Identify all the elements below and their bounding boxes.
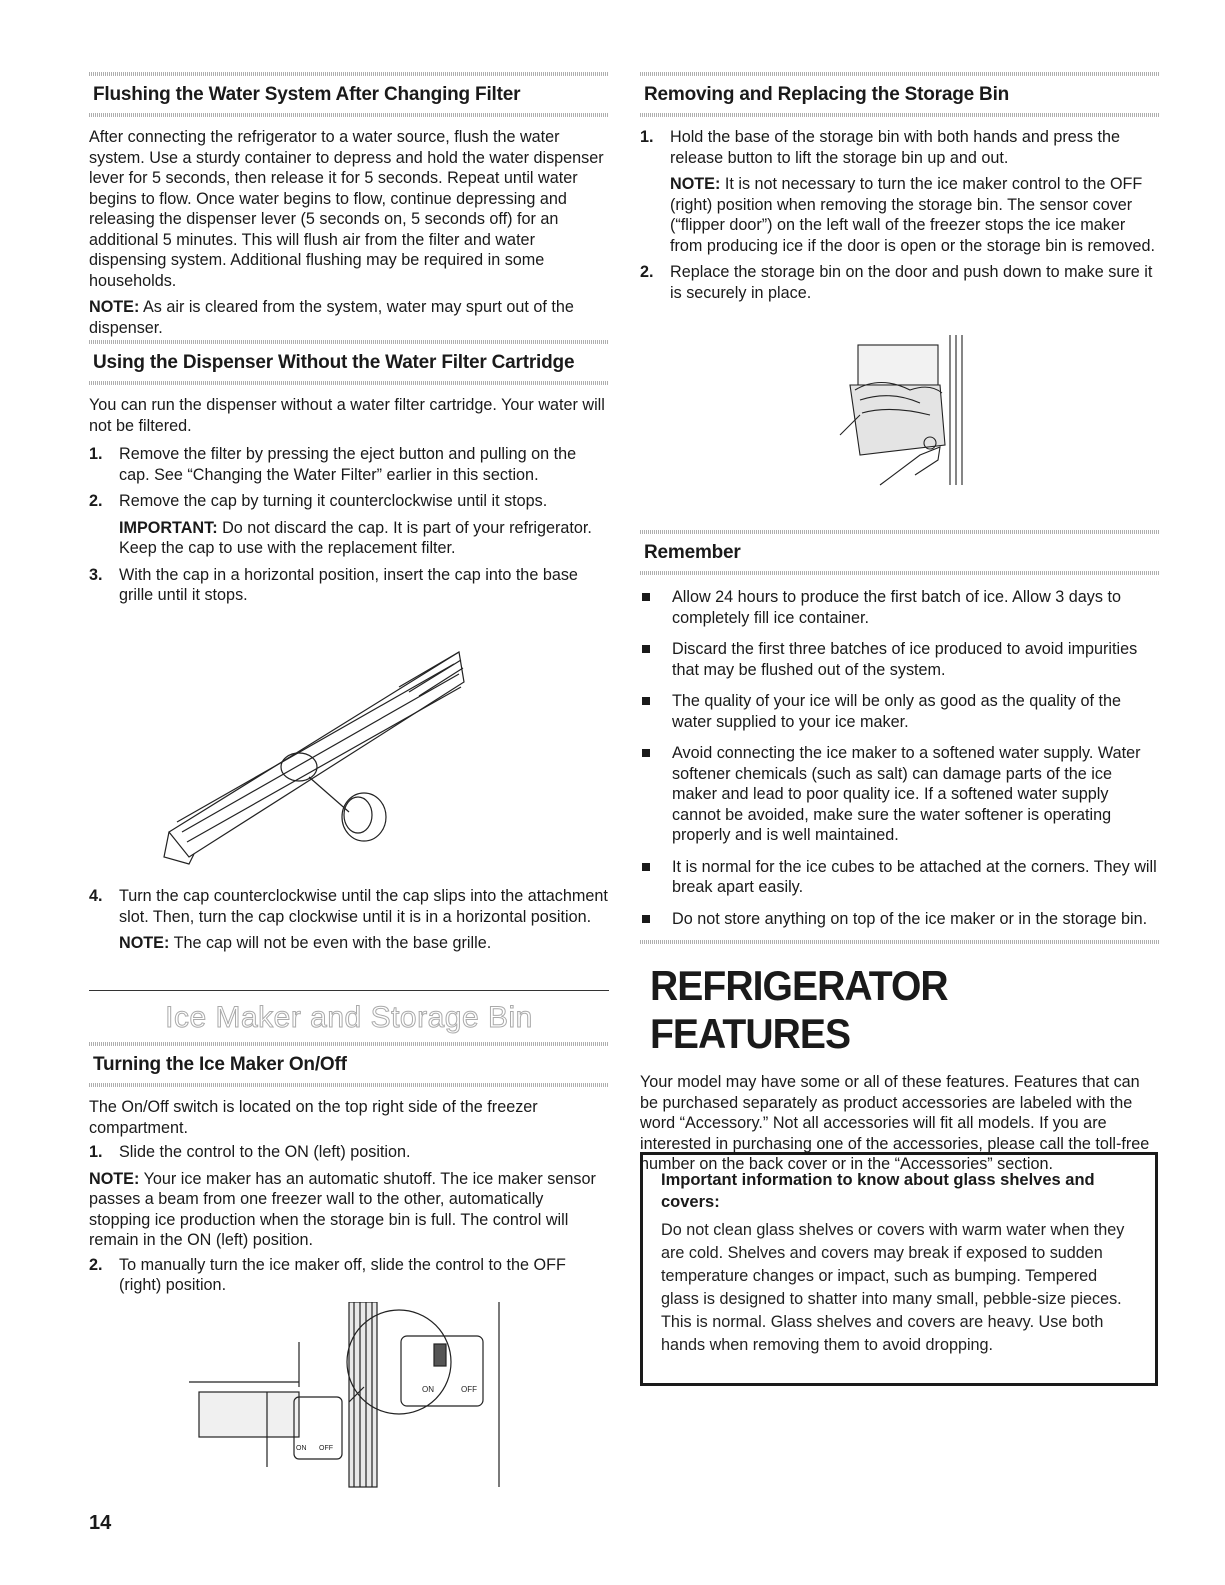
list-item-text: Do not store anything on top of the ice maker or in the storage bin. (672, 909, 1148, 928)
note-label: NOTE: (89, 1169, 140, 1188)
features-section (640, 962, 1160, 1175)
step-number: 4. (89, 887, 103, 905)
section-bottom-rule (640, 113, 1160, 117)
figure-on-label-small: ON (296, 1445, 307, 1452)
without-filter-intro: You can run the dispenser without a water filter cartridge. Your water will not be filtered. (89, 396, 605, 435)
step-number: 1. (89, 445, 103, 463)
note-label: NOTE: (119, 934, 170, 952)
ice-maker-divider (89, 990, 609, 1035)
section-top-rule (640, 72, 1160, 76)
step-item (89, 491, 609, 559)
step-number: 2. (89, 492, 103, 510)
step-text: Turn the cap counterclockwise until the cap slips into the attachment slot. Then, turn the cap clockwise until it is in a horizontal position. (119, 887, 608, 926)
divider-line (89, 990, 609, 991)
note-text: It is not necessary to turn the ice maker control to the OFF (right) position when removing the storage bin. The sensor cover (“flipper door”) on the left wall of the freezer stops the ice maker from producing ice if the door is open or the storage bin is removed. (670, 175, 1155, 255)
bullet-icon (642, 915, 650, 923)
list-item-text: Discard the first three batches of ice produced to avoid impurities that may be flushed out of the system. (672, 640, 1138, 679)
glass-shelves-info-box (640, 1152, 1158, 1386)
step-item (89, 444, 609, 485)
step-text: Remove the cap by turning it counterclockwise until it stops. (119, 492, 548, 510)
list-item (640, 639, 1160, 680)
step-item (89, 1255, 609, 1296)
section-bottom-rule (89, 381, 609, 385)
note (119, 933, 609, 954)
section-bottom-rule (89, 1083, 609, 1087)
step-item (89, 565, 609, 606)
without-filter-steps-cont (89, 886, 609, 954)
note (670, 174, 1160, 256)
list-item-text: Allow 24 hours to produce the first batch of ice. Allow 3 days to completely fill ice container. (672, 588, 1121, 627)
turning-steps-cont (89, 1255, 609, 1296)
list-item (640, 587, 1160, 628)
list-item-text: It is normal for the ice cubes to be attached at the corners. They will break apart easily. (672, 857, 1157, 896)
list-item-text: The quality of your ice will be only as good as the quality of the water supplied to your ice maker. (672, 692, 1122, 731)
turning-section (89, 1042, 609, 1302)
storage-bin-illustration (820, 335, 980, 495)
section-bottom-rule (640, 571, 1160, 575)
storage-bin-section (640, 72, 1160, 309)
features-intro: Your model may have some or all of these features. Features that can be purchased separately as product accessories are labeled with the word “Accessory.” Not all accessories will fit all models. If you are interested in purchasing one of the accessories, please call the toll-free number on the back cover or in the “Accessories” section. (640, 1073, 1150, 1173)
base-grille-illustration (149, 632, 469, 872)
without-filter-section (89, 340, 609, 612)
step-item (89, 1142, 609, 1163)
section-bottom-rule (89, 113, 609, 117)
remember-heading: Remember (644, 542, 741, 563)
important-text: Do not discard the cap. It is part of your refrigerator. Keep the cap to use with the replacement filter. (119, 518, 592, 557)
without-filter-steps (89, 444, 609, 606)
important-label: IMPORTANT: (119, 518, 218, 537)
section-top-rule (640, 530, 1160, 534)
section-top-rule (89, 1042, 609, 1046)
bullet-icon (642, 645, 650, 653)
step-item (640, 262, 1160, 303)
bullet-icon (642, 697, 650, 705)
turning-note (89, 1169, 609, 1251)
step-text: Remove the filter by pressing the eject button and pulling on the cap. See “Changing the Water Filter” earlier in this section. (119, 445, 577, 484)
info-box-title: Important information to know about glass shelves and covers: (661, 1171, 1095, 1211)
figure-on-label: ON (422, 1385, 434, 1394)
step-text: To manually turn the ice maker off, slide the control to the OFF (right) position. (119, 1255, 566, 1294)
note-text: As air is cleared from the system, water may spurt out of the dispenser. (89, 298, 574, 337)
note-label: NOTE: (670, 175, 721, 193)
step-text: Hold the base of the storage bin with both hands and press the release button to lift the storage bin up and out. (670, 128, 1120, 167)
flushing-heading: Flushing the Water System After Changing Filter (93, 84, 521, 105)
step-text: With the cap in a horizontal position, insert the cap into the base grille until it stops. (119, 565, 578, 604)
turning-intro: The On/Off switch is located on the top right side of the freezer compartment. (89, 1098, 538, 1137)
step-number: 1. (89, 1143, 103, 1161)
ice-maker-switch-illustration (189, 1302, 519, 1492)
bullet-icon (642, 593, 650, 601)
remember-list (640, 587, 1160, 929)
note-text: Your ice maker has an automatic shutoff. The ice maker sensor passes a beam from one freezer wall to the other, automatically stopping ice production when the storage bin is full. The control will remain in the ON (left) position. (89, 1169, 596, 1249)
step-item (640, 127, 1160, 256)
turning-steps (89, 1142, 609, 1163)
without-filter-step4 (89, 886, 609, 960)
step-number: 3. (89, 565, 103, 584)
without-filter-heading: Using the Dispenser Without the Water Filter Cartridge (93, 352, 575, 373)
step-text: Slide the control to the ON (left) position. (119, 1143, 411, 1161)
turning-heading: Turning the Ice Maker On/Off (93, 1054, 347, 1075)
list-item (640, 743, 1160, 846)
page-number: 14 (89, 1512, 112, 1534)
ice-maker-title: Ice Maker and Storage Bin (165, 1001, 533, 1034)
bullet-icon (642, 749, 650, 757)
section-top-rule (89, 340, 609, 344)
step-number: 1. (640, 128, 654, 146)
storage-bin-steps (640, 127, 1160, 303)
note-label: NOTE: (89, 298, 140, 316)
flushing-body: After connecting the refrigerator to a water source, flush the water system. Use a sturdy container to depress and hold the water dispenser lever for 5 seconds, then release it for 5 seconds. Repeat until water begins to flow. Once water begins to flow, continue depressing and releasing the dispenser lever (5 seconds on, 5 seconds off) for an additional 5 minutes. This will flush air from the filter and water dispensing system. Additional flushing may be required in some households. (89, 128, 604, 290)
important-note (119, 518, 609, 559)
remember-section (640, 530, 1160, 944)
section-top-rule (89, 72, 609, 76)
step-number: 2. (640, 263, 654, 281)
figure-off-label: OFF (461, 1385, 477, 1394)
flushing-section (89, 72, 609, 338)
list-item (640, 909, 1160, 930)
storage-bin-heading: Removing and Replacing the Storage Bin (644, 84, 1010, 105)
figure-off-label-small: OFF (319, 1445, 333, 1452)
step-text: Replace the storage bin on the door and push down to make sure it is securely in place. (670, 263, 1153, 302)
bullet-icon (642, 863, 650, 871)
info-box-text: Do not clean glass shelves or covers with warm water when they are cold. Shelves and covers may break if exposed to sudden temperature changes or impact, such as bumping. Tempered glass is designed to shatter into many small, pebble-size pieces. This is normal. Glass shelves and covers are heavy. Use both hands when removing them to avoid dropping. (661, 1221, 1125, 1354)
list-item (640, 857, 1160, 898)
flushing-note (89, 297, 609, 338)
step-number: 2. (89, 1255, 103, 1274)
note-text: The cap will not be even with the base grille. (169, 934, 492, 952)
list-item-text: Avoid connecting the ice maker to a softened water supply. Water softener chemicals (such as salt) can damage parts of the ice maker and lead to poor quality ice. If a softened water supply cannot be avoided, make sure the water softener is operating properly and is well maintained. (672, 744, 1141, 844)
section-end-rule (640, 940, 1160, 944)
step-item (89, 886, 609, 954)
features-title: REFRIGERATOR FEATURES (650, 962, 948, 1057)
list-item (640, 691, 1160, 732)
